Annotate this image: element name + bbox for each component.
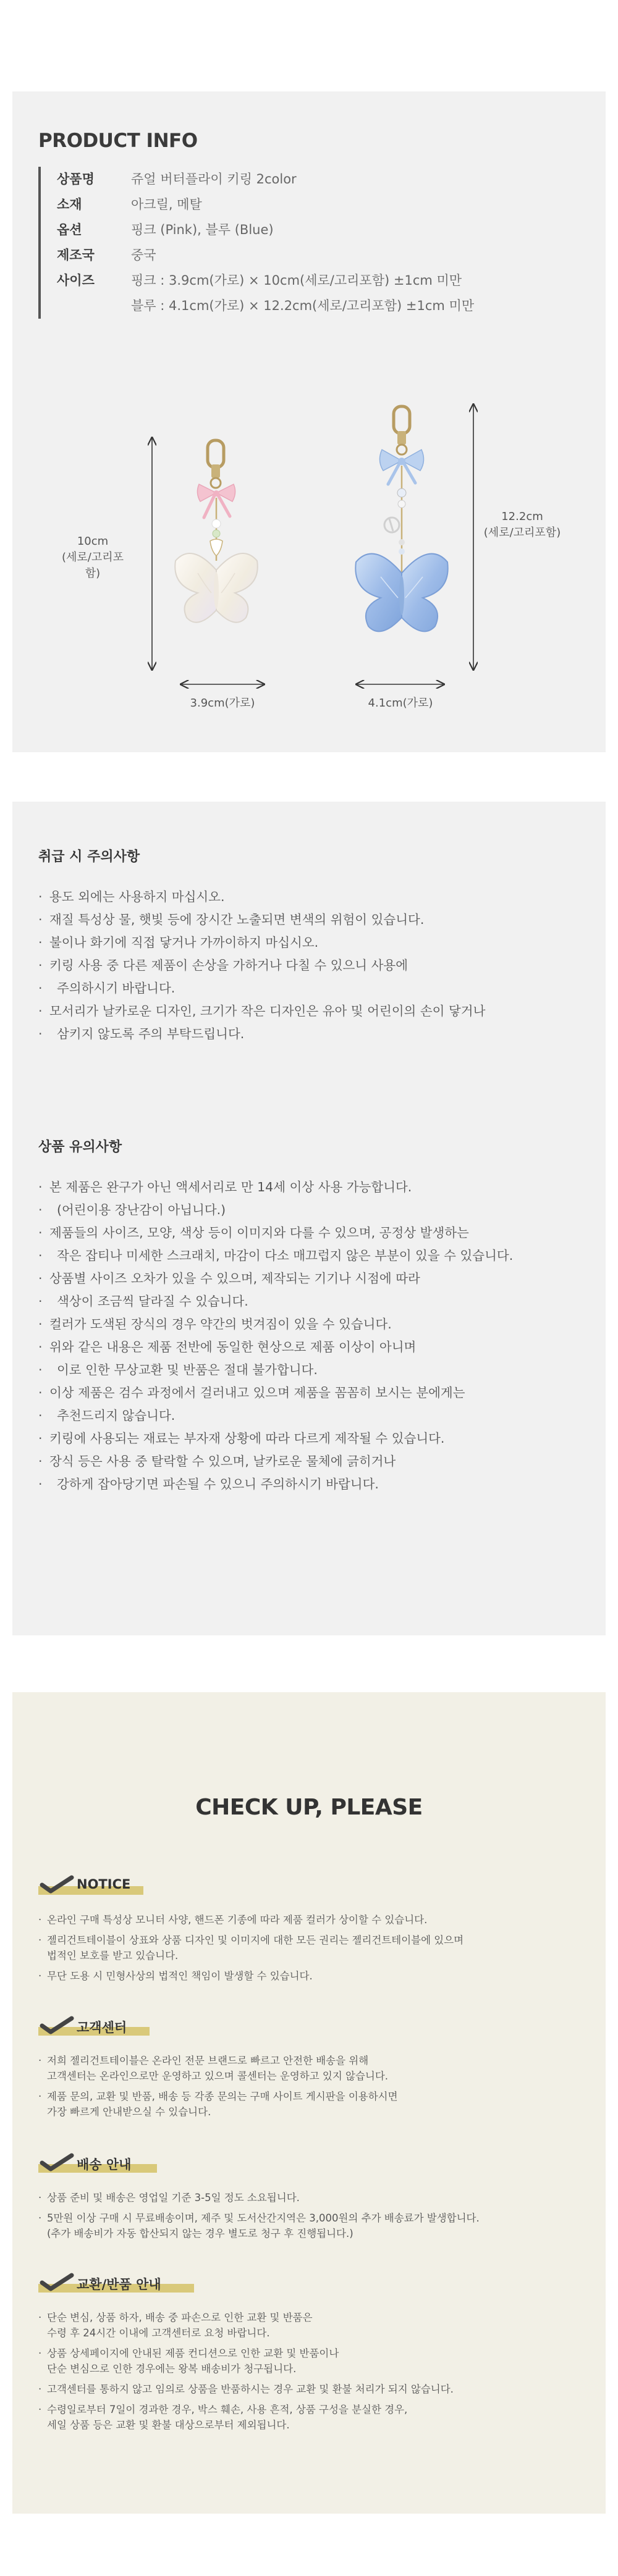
list-item: · 불이나 화기에 직접 닿거나 가까이하지 마십시오. — [38, 931, 582, 954]
list-item: · 키링 사용 중 다른 제품이 손상을 가하거나 다칠 수 있으니 사용에 — [38, 954, 582, 977]
pink-height-value: 10cm — [77, 535, 109, 548]
list-item: · 저희 젤리건트테이블은 온라인 전문 브랜드로 빠르고 안전한 배송을 위해 고객센터는 온라인으로만 운영하고 있으며 콜센터는 운영하고 있지 않습니다. — [38, 2053, 595, 2084]
shipping-list — [38, 2190, 595, 2246]
list-item: · 5만원 이상 구매 시 무료배송이며, 제주 및 도서산간지역은 3,000원의 추가 배송료가 발생합니다. (추가 배송비가 자동 합산되지 않는 경우 별도로 청구 후 진행됩니다.) — [38, 2210, 595, 2241]
info-key: 옵션 — [57, 222, 82, 237]
info-key: 상품명 — [57, 172, 95, 187]
list-item: · 수령일로부터 7일이 경과한 경우, 박스 훼손, 사용 흔적, 상품 구성을 분실한 경우, 세일 상품 등은 교환 및 환불 대상으로부터 제외됩니다. — [38, 2402, 595, 2433]
blue-width-label: 4.1cm(가로) — [368, 697, 433, 710]
list-item: · 단순 변심, 상품 하자, 배송 중 파손으로 인한 교환 및 반품은 수령 후 24시간 이내에 고객센터로 요청 바랍니다. — [38, 2310, 595, 2341]
info-value: 중국 — [131, 248, 156, 262]
pink-keyring-image — [175, 440, 258, 623]
info-value: 아크릴, 메탈 — [131, 197, 202, 212]
pink-width-label: 3.9cm(가로) — [190, 697, 255, 710]
info-value: 핑크 (Pink), 블루 (Blue) — [131, 222, 274, 237]
notice-heading — [38, 1875, 143, 1896]
blue-height-value: 12.2cm — [501, 510, 543, 523]
handling-caution-list — [38, 886, 582, 1046]
check-icon — [40, 1875, 74, 1894]
check-up-title: CHECK UP, PLEASE — [195, 1795, 423, 1820]
size-diagram — [12, 91, 606, 752]
product-info-section — [12, 91, 606, 752]
list-item: · 제품 문의, 교환 및 반품, 배송 등 각종 문의는 구매 사이트 게시판을 이용하시면 가장 빠르게 안내받으실 수 있습니다. — [38, 2089, 595, 2120]
info-key: 제조국 — [57, 248, 95, 262]
product-info-title: PRODUCT INFO — [38, 130, 198, 152]
product-notes-list — [38, 1176, 582, 1496]
list-item-cont: · 주의하시기 바랍니다. — [38, 977, 582, 1000]
list-item: · 모서리가 날카로운 디자인, 크기가 작은 디자인은 유아 및 어린이의 손이 닿거나 — [38, 1000, 582, 1023]
list-item: · 이상 제품은 검수 과정에서 걸러내고 있으며 제품을 꼼꼼히 보시는 분에게는 — [38, 1382, 582, 1404]
handling-caution-heading: 취급 시 주의사항 — [38, 849, 140, 865]
list-item-cont: · 색상이 조금씩 달라질 수 있습니다. — [38, 1290, 582, 1313]
list-item: · 고객센터를 통하지 않고 임의로 상품을 반품하시는 경우 교환 및 환불 처리가 되지 않습니다. — [38, 2381, 595, 2397]
check-icon — [40, 2016, 74, 2034]
list-item: · 키링에 사용되는 재료는 부자재 상황에 따라 다르게 제작될 수 있습니다. — [38, 1427, 582, 1450]
check-up-section — [12, 1692, 606, 2514]
list-item: · 상품별 사이즈 오차가 있을 수 있으며, 제작되는 기기나 시점에 따라 — [38, 1267, 582, 1290]
list-item-cont: · (어린이용 장난감이 아닙니다.) — [38, 1199, 582, 1222]
pink-height-label — [56, 534, 130, 582]
list-item-cont: · 강하게 잡아당기면 파손될 수 있으니 주의하시기 바랍니다. — [38, 1473, 582, 1496]
blue-keyring-image — [355, 406, 447, 631]
customer-center-list — [38, 2053, 595, 2125]
list-item: · 본 제품은 완구가 아닌 액세서리로 만 14세 이상 사용 가능합니다. — [38, 1176, 582, 1199]
info-key: 사이즈 — [57, 273, 95, 288]
customer-center-heading — [38, 2016, 150, 2037]
blue-height-sub: (세로/고리포함) — [483, 526, 561, 539]
info-value: 쥬얼 버터플라이 키링 2color — [131, 172, 297, 187]
list-item: · 장식 등은 사용 중 탈락할 수 있으며, 날카로운 물체에 긁히거나 — [38, 1450, 582, 1473]
product-notes-heading: 상품 유의사항 — [38, 1139, 122, 1155]
info-value: 핑크 : 3.9cm(가로) × 10cm(세로/고리포함) ±1cm 미만 — [131, 273, 462, 288]
check-icon — [40, 2153, 74, 2171]
list-item-cont: · 이로 인한 무상교환 및 반품은 절대 불가합니다. — [38, 1359, 582, 1382]
check-icon — [40, 2273, 74, 2291]
list-item: · 제품들의 사이즈, 모양, 색상 등이 이미지와 다를 수 있으며, 공정상 발생하는 — [38, 1222, 582, 1244]
exchange-heading — [38, 2273, 194, 2294]
list-item: · 온라인 구매 특성상 모니터 사양, 핸드폰 기종에 따라 제품 컬러가 상이할 수 있습니다. — [38, 1912, 595, 1928]
list-item-cont: · 작은 잡티나 미세한 스크래치, 마감이 다소 매끄럽지 않은 부분이 있을 수 있습니다. — [38, 1244, 582, 1267]
list-item-cont: · 추천드리지 않습니다. — [38, 1404, 582, 1427]
notice-list — [38, 1912, 595, 1989]
exchange-title: 교환/반품 안내 — [77, 2277, 161, 2292]
list-item: · 위와 같은 내용은 제품 전반에 동일한 현상으로 제품 이상이 아니며 — [38, 1336, 582, 1359]
list-item: · 컬러가 도색된 장식의 경우 약간의 벗겨짐이 있을 수 있습니다. — [38, 1313, 582, 1336]
list-item: · 상품 상세페이지에 안내된 제품 컨디션으로 인한 교환 및 반품이나 단순 변심으로 인한 경우에는 왕복 배송비가 청구됩니다. — [38, 2346, 595, 2377]
info-size-line2: 블루 : 4.1cm(가로) × 12.2cm(세로/고리포함) ±1cm 미만 — [131, 298, 475, 313]
list-item: · 용도 외에는 사용하지 마십시오. — [38, 886, 582, 908]
notice-title: NOTICE — [77, 1877, 131, 1892]
caution-section — [12, 802, 606, 1635]
list-item-cont: · 삼키지 않도록 주의 부탁드립니다. — [38, 1023, 582, 1046]
info-key: 소재 — [57, 197, 82, 212]
list-item: · 무단 도용 시 민형사상의 법적인 책임이 발생할 수 있습니다. — [38, 1968, 595, 1984]
shipping-title: 배송 안내 — [77, 2157, 132, 2172]
shipping-heading — [38, 2153, 157, 2174]
customer-center-title: 고객센터 — [77, 2020, 127, 2035]
pink-height-sub: (세로/고리포함) — [61, 551, 124, 580]
list-item: · 상품 준비 및 배송은 영업일 기준 3-5일 정도 소요됩니다. — [38, 2190, 595, 2205]
blue-height-label — [482, 509, 562, 541]
exchange-list — [38, 2310, 595, 2438]
list-item: · 젤리건트테이블이 상표와 상품 디자인 및 이미지에 대한 모든 권리는 젤리건트테이블에 있으며 법적인 보호를 받고 있습니다. — [38, 1932, 595, 1963]
list-item: · 재질 특성상 물, 햇빛 등에 장시간 노출되면 변색의 위험이 있습니다. — [38, 908, 582, 931]
